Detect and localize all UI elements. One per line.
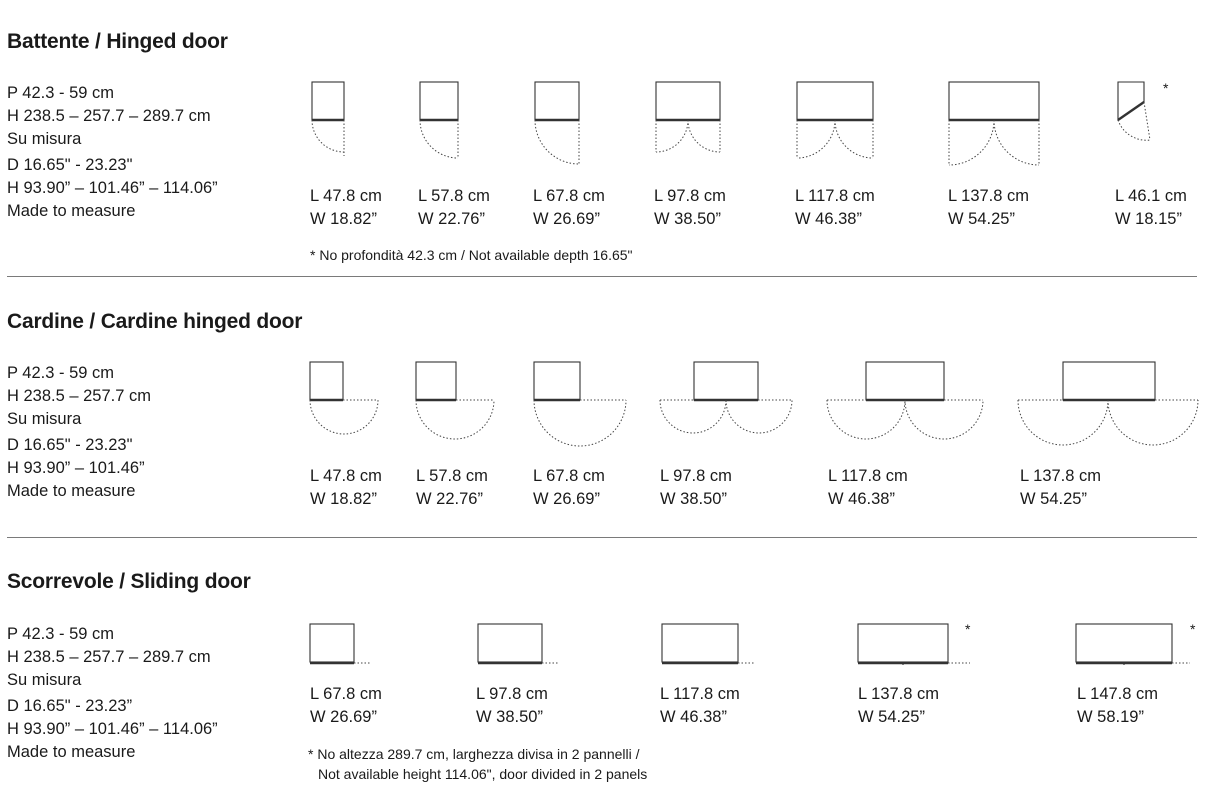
sliding-door-diagram — [308, 622, 374, 668]
size-caption: L 46.1 cm W 18.15” — [1115, 187, 1187, 228]
double-cardine-door-diagram — [658, 360, 796, 444]
cardine-door-diagram — [414, 360, 498, 444]
specs-block — [7, 82, 218, 223]
double-hinged-door-diagram — [947, 80, 1043, 170]
size-caption: L 67.8 cm W 26.69” — [533, 467, 605, 508]
size-caption: L 57.8 cm W 22.76” — [416, 467, 488, 508]
specs-block — [7, 623, 218, 764]
double-hinged-door-diagram — [795, 80, 877, 166]
size-caption: L 137.8 cm W 54.25” — [1020, 467, 1102, 508]
asterisk-mark: * — [1190, 621, 1196, 637]
double-cardine-door-diagram — [825, 360, 987, 450]
size-caption: L 117.8 cm W 46.38” — [660, 685, 740, 726]
size-caption: L 97.8 cm W 38.50” — [660, 467, 732, 508]
size-caption: L 97.8 cm W 38.50” — [476, 685, 548, 726]
section-title: Cardine / Cardine hinged door — [7, 310, 303, 333]
spec-custom-en: Made to measure — [7, 202, 136, 220]
asterisk-mark: * — [1163, 80, 1169, 96]
footnote-continued: Not available height 114.06", door divided in 2 panels — [318, 766, 648, 782]
section-title: Scorrevole / Sliding door — [7, 570, 251, 593]
spec-custom-it: Su misura — [7, 410, 82, 428]
size-caption: L 47.8 cm W 18.82” — [310, 467, 382, 508]
size-caption: L 67.8 cm W 26.69” — [533, 187, 605, 228]
sliding-door-diagram — [660, 622, 760, 668]
size-caption: L 97.8 cm W 38.50” — [654, 187, 726, 228]
spec-custom-it: Su misura — [7, 671, 82, 689]
corner-hinged-door-diagram — [1114, 80, 1158, 146]
footnote: * No altezza 289.7 cm, larghezza divisa in 2 pannelli / — [308, 746, 640, 762]
sliding-door-2-panel-diagram — [856, 622, 974, 668]
size-caption: L 117.8 cm W 46.38” — [828, 467, 908, 508]
spec-height-in: H 93.90” – 101.46” — [7, 459, 145, 477]
spec-height-cm: H 238.5 – 257.7 cm — [7, 387, 152, 405]
double-hinged-door-diagram — [654, 80, 724, 160]
size-caption: L 67.8 cm W 26.69” — [310, 685, 382, 726]
cardine-door-diagram — [308, 360, 382, 444]
size-caption: L 137.8 cm W 54.25” — [858, 685, 940, 726]
spec-depth-in: D 16.65" - 23.23" — [7, 156, 133, 174]
spec-custom-en: Made to measure — [7, 743, 136, 761]
spec-depth-cm: P 42.3 - 59 cm — [7, 84, 115, 102]
spec-custom-it: Su misura — [7, 130, 82, 148]
sliding-door-2-panel-diagram — [1074, 622, 1194, 668]
cardine-door-diagram — [532, 360, 630, 450]
footnote: * No profondità 42.3 cm / Not available depth 16.65" — [310, 247, 633, 263]
spec-custom-en: Made to measure — [7, 482, 136, 500]
section-title: Battente / Hinged door — [7, 30, 228, 53]
size-caption: L 137.8 cm W 54.25” — [948, 187, 1030, 228]
divider — [7, 276, 1197, 277]
asterisk-mark: * — [965, 621, 971, 637]
spec-height-in: H 93.90” – 101.46” – 114.06” — [7, 179, 218, 197]
spec-height-in: H 93.90” – 101.46” – 114.06” — [7, 720, 218, 738]
divider — [7, 537, 1197, 538]
specs-block — [7, 362, 151, 503]
sliding-door-diagram — [476, 622, 562, 668]
double-cardine-door-diagram — [1016, 360, 1202, 450]
spec-height-cm: H 238.5 – 257.7 – 289.7 cm — [7, 107, 211, 125]
spec-height-cm: H 238.5 – 257.7 – 289.7 cm — [7, 648, 211, 666]
size-caption: L 57.8 cm W 22.76” — [418, 187, 490, 228]
hinged-door-diagram — [310, 80, 350, 160]
hinged-door-diagram — [533, 80, 583, 166]
size-caption: L 117.8 cm W 46.38” — [795, 187, 875, 228]
spec-depth-in: D 16.65" - 23.23” — [7, 697, 133, 715]
hinged-door-diagram — [418, 80, 462, 160]
spec-depth-cm: P 42.3 - 59 cm — [7, 625, 115, 643]
spec-depth-cm: P 42.3 - 59 cm — [7, 364, 115, 382]
spec-depth-in: D 16.65" - 23.23" — [7, 436, 133, 454]
size-caption: L 147.8 cm W 58.19” — [1077, 685, 1159, 726]
size-caption: L 47.8 cm W 18.82” — [310, 187, 382, 228]
